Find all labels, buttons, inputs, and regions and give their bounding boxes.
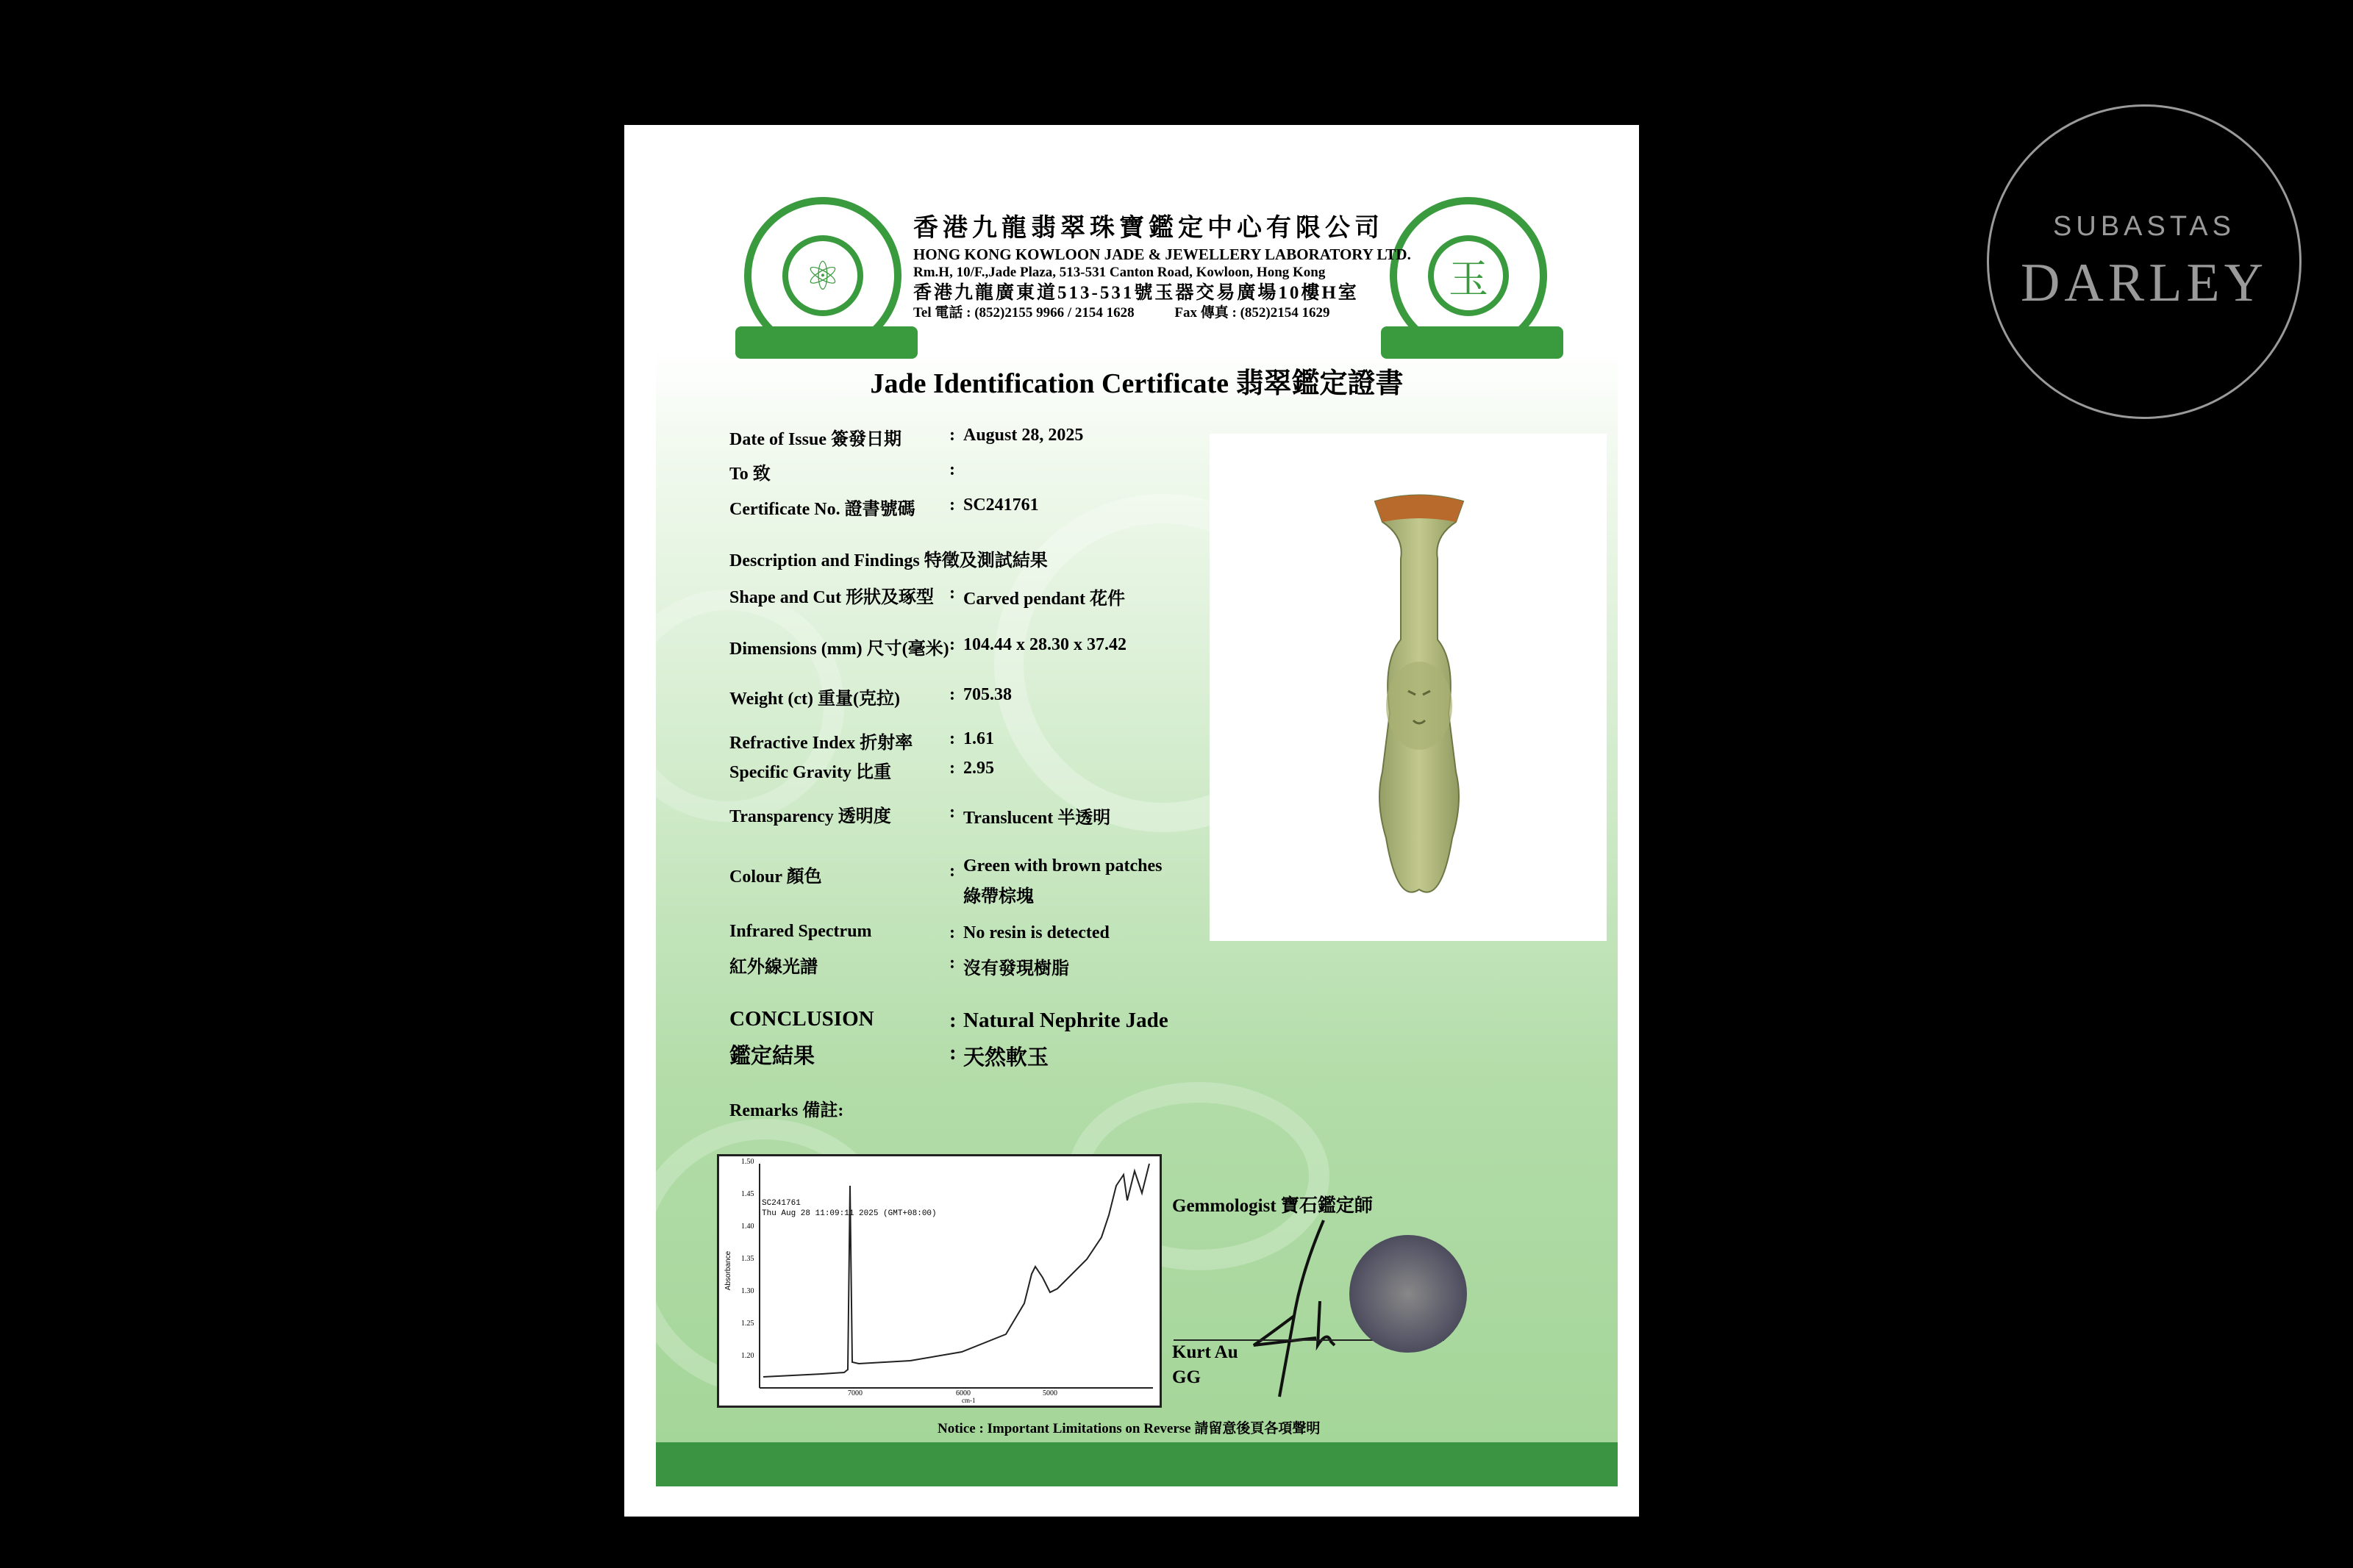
colon: :	[949, 685, 955, 704]
certificate-title: Jade Identification Certificate 翡翠鑑定證書	[870, 368, 1404, 399]
shape-value: Carved pendant 花件	[963, 590, 1126, 609]
y-tick: 1.50	[741, 1158, 754, 1166]
spectrum-sample-id: SC241761	[762, 1199, 801, 1208]
shape-label: Shape and Cut 形狀及琢型	[729, 588, 935, 607]
y-tick: 1.40	[741, 1222, 754, 1231]
y-tick: 1.45	[741, 1190, 754, 1198]
x-tick: 6000	[956, 1389, 971, 1397]
x-tick: 5000	[1043, 1389, 1057, 1397]
colon: :	[949, 759, 955, 778]
conclusion-value-english: Natural Nephrite Jade	[963, 1009, 1168, 1032]
specific-gravity-value: 2.95	[963, 759, 994, 778]
date-value: August 28, 2025	[963, 426, 1084, 445]
colon: :	[949, 584, 955, 603]
colon: :	[949, 729, 955, 748]
infrared-label-chinese: 紅外線光譜	[729, 958, 818, 977]
dimensions-value: 104.44 x 28.30 x 37.42	[963, 635, 1126, 654]
specific-gravity-label: Specific Gravity 比重	[729, 763, 891, 782]
date-label: Date of Issue 簽發日期	[729, 430, 901, 449]
colon: :	[949, 862, 955, 881]
infrared-spectrum-chart	[717, 1154, 1162, 1408]
y-tick: 1.30	[741, 1287, 754, 1295]
infrared-value-chinese: 沒有發現樹脂	[963, 959, 1069, 978]
footer-green-bar	[656, 1442, 1618, 1486]
watermark-line2: DARLEY	[2020, 253, 2268, 313]
certificate-number-value: SC241761	[963, 495, 1039, 515]
logo-ribbon	[1381, 326, 1563, 359]
logo-ribbon	[735, 326, 918, 359]
colon: :	[949, 460, 955, 479]
colon: :	[949, 426, 955, 445]
gemmologist-title: GG	[1172, 1367, 1201, 1387]
x-tick: 7000	[848, 1389, 863, 1397]
y-tick: 1.35	[741, 1255, 754, 1263]
dimensions-label: Dimensions (mm) 尺寸(毫米)	[729, 640, 949, 659]
spectrum-timestamp: Thu Aug 28 11:09:11 2025 (GMT+08:00)	[762, 1209, 937, 1218]
lab-header	[913, 213, 1411, 322]
colour-value-english: Green with brown patches	[963, 856, 1163, 876]
weight-label: Weight (ct) 重量(克拉)	[729, 690, 900, 709]
transparency-value: Translucent 半透明	[963, 809, 1111, 828]
x-unit: cm-1	[962, 1397, 976, 1404]
remarks-label: Remarks 備註:	[729, 1101, 844, 1120]
y-tick: 1.25	[741, 1320, 754, 1328]
transparency-label: Transparency 透明度	[729, 807, 891, 826]
description-heading: Description and Findings 特徵及測試結果	[729, 551, 1048, 570]
weight-value: 705.38	[963, 685, 1012, 704]
colour-label: Colour 顏色	[729, 867, 822, 887]
right-union-logo	[1390, 197, 1547, 354]
certificate-number-label: Certificate No. 證書號碼	[729, 500, 915, 519]
lab-fax: Fax 傳真 : (852)2154 1629	[1174, 304, 1330, 321]
conclusion-label-chinese: 鑑定結果	[729, 1045, 815, 1068]
hologram-seal	[1349, 1235, 1467, 1353]
notice-text: Notice : Important Limitations on Reverse 請留意後頁各項聲明	[938, 1421, 1321, 1436]
colon: :	[949, 1041, 957, 1064]
darley-watermark	[1987, 104, 2302, 419]
jade-pendant-image	[1346, 493, 1493, 912]
colon: :	[949, 1009, 957, 1032]
gemmologist-signature	[1250, 1213, 1353, 1404]
lab-name-chinese: 香港九龍翡翠珠寶鑑定中心有限公司	[913, 215, 1384, 242]
gemmologist-label: Gemmologist 寶石鑑定師	[1172, 1196, 1373, 1216]
conclusion-value-chinese: 天然軟玉	[963, 1046, 1049, 1070]
colour-value-chinese: 綠帶棕塊	[963, 887, 1034, 906]
colon: :	[949, 953, 955, 973]
to-label: To 致	[729, 465, 771, 484]
infrared-label-english: Infrared Spectrum	[729, 922, 872, 941]
colon: :	[949, 923, 955, 942]
y-tick: 1.20	[741, 1352, 754, 1360]
refractive-index-label: Refractive Index 折射率	[729, 734, 913, 753]
lab-emblem-icon: ⚛	[782, 235, 863, 316]
refractive-index-value: 1.61	[963, 729, 994, 748]
lab-name-english: HONG KONG KOWLOON JADE & JEWELLERY LABORATORY LTD.	[913, 245, 1411, 263]
watermark-line1: SUBASTAS	[2053, 211, 2235, 242]
lab-phone: Tel 電話 : (852)2155 9966 / 2154 1628	[913, 304, 1135, 321]
colon: :	[949, 495, 955, 515]
left-lab-logo	[744, 197, 901, 354]
lab-address-english: Rm.H, 10/F.,Jade Plaza, 513-531 Canton Road, Kowloon, Hong Kong	[913, 264, 1326, 280]
lab-address-chinese: 香港九龍廣東道513-531號玉器交易廣場10樓H室	[913, 282, 1359, 303]
infrared-value-english: No resin is detected	[963, 923, 1110, 942]
spectrum-y-label: Absorbance	[724, 1250, 733, 1291]
colon: :	[949, 635, 955, 654]
conclusion-label-english: CONCLUSION	[729, 1007, 874, 1031]
gemmologist-name: Kurt Au	[1172, 1342, 1238, 1362]
colon: :	[949, 803, 955, 822]
union-jade-icon: 玉	[1428, 235, 1509, 316]
